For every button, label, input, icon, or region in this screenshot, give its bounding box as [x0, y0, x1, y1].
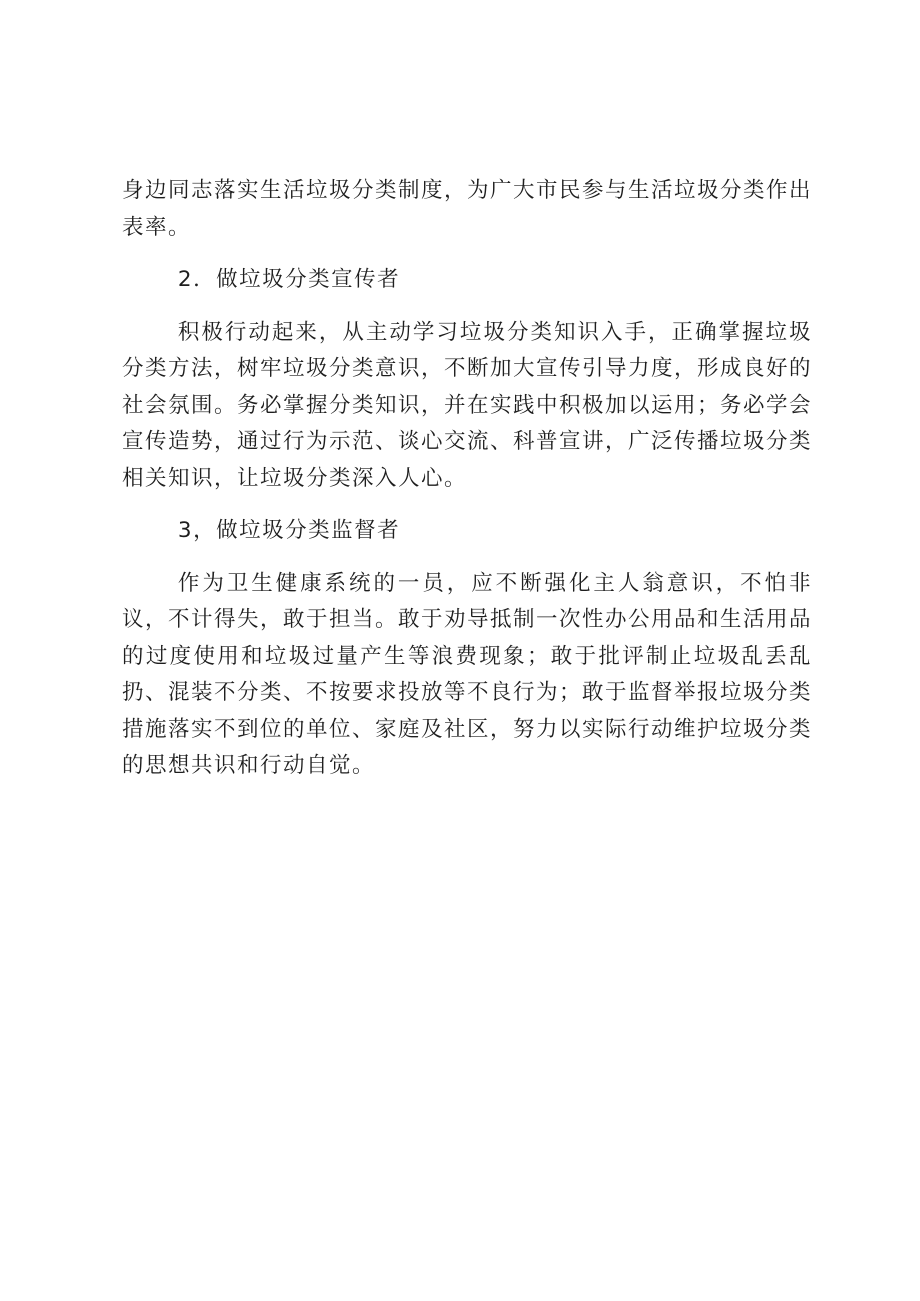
document-body [122, 173, 812, 785]
continued-paragraph: 身边同志落实生活垃圾分类制度，为广大市民参与生活垃圾分类作出表率。 [122, 178, 813, 240]
section-3-heading: 3，做垃圾分类监督者 [177, 518, 401, 543]
section-2-body: 积极行动起来，从主动学习垃圾分类知识入手，正确掌握垃圾分类方法，树牢垃圾分类意识，不断加大宣传引导力度，形成良好的社会氛围。务必掌握分类知识，并在实践中积极加以运用；务必学会宣传造势，通过行为示范、谈心交流、科普宣讲，广泛传播垃圾分类相关知识，让垃圾分类深入人心。 [122, 319, 813, 491]
section-2-heading: 2．做垃圾分类宣传者 [177, 267, 401, 292]
section-3-body: 作为卫生健康系统的一员，应不断强化主人翁意识，不怕非议，不计得失，敢于担当。敢于劝导抵制一次性办公用品和生活用品的过度使用和垃圾过量产生等浪费现象；敢于批评制止垃圾乱丢乱扔、混装不分类、不按要求投放等不良行为；敢于监督举报垃圾分类措施落实不到位的单位、家庭及社区，努力以实际行动维护垃圾分类的思想共识和行动自觉。 [122, 570, 813, 778]
